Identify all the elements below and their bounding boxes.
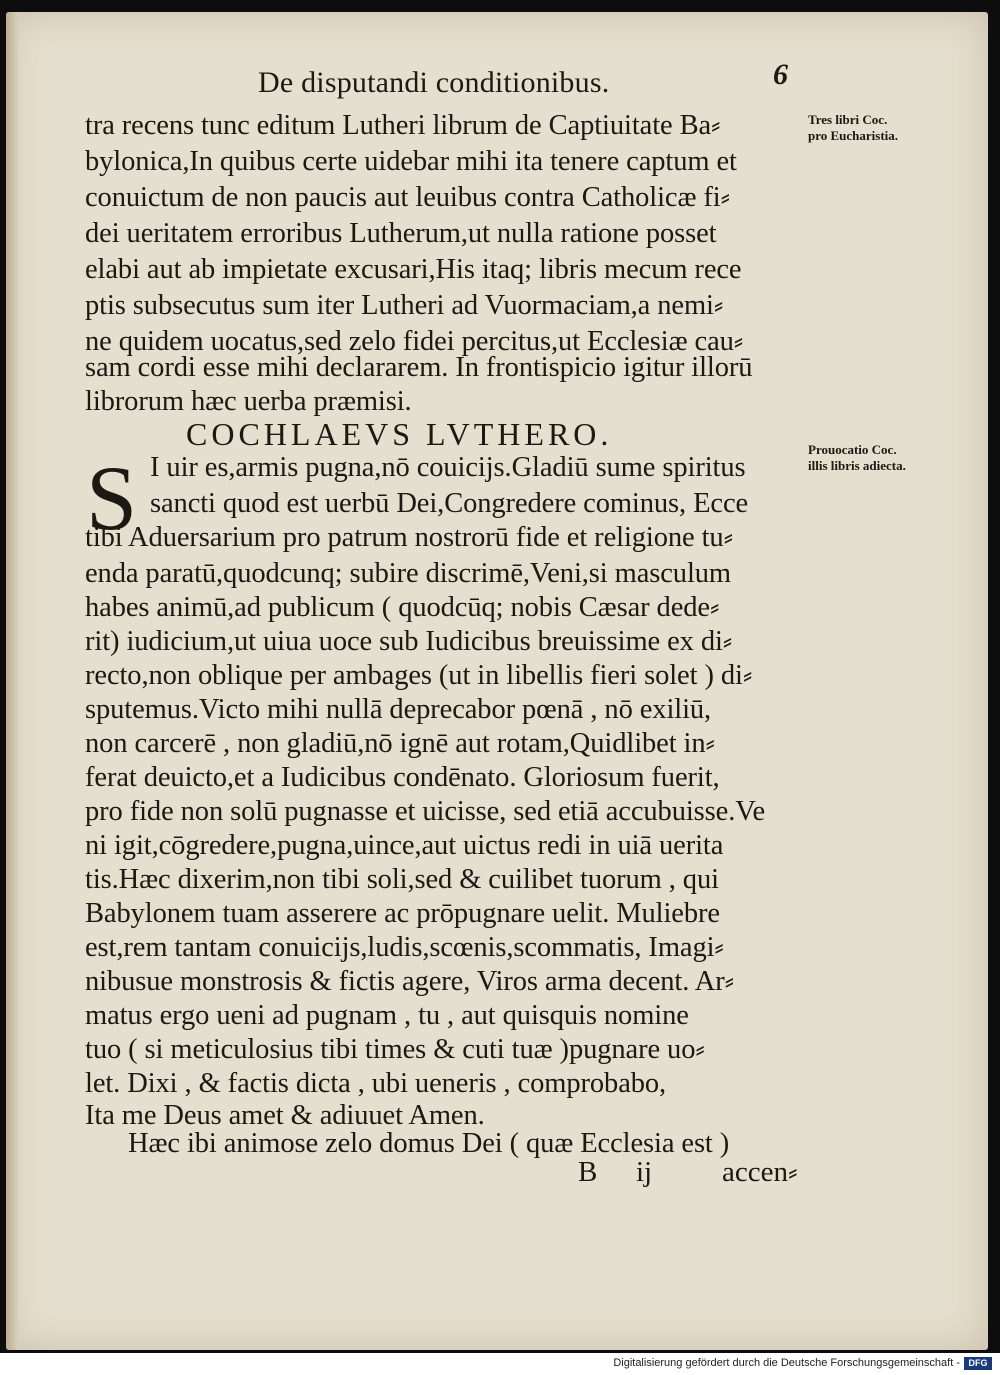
text-line: Ita me Deus amet & adiuuet Amen.: [85, 1100, 485, 1131]
drop-capital: S: [86, 447, 138, 549]
text-line: bylonica,In quibus certe uidebar mihi ita tenere captum et: [85, 146, 737, 177]
text-line: ni igit,cōgredere,pugna,uince,aut uictus redi in uiā uerita: [85, 830, 724, 861]
text-line: tis.Hæc dixerim,non tibi soli,sed & cuilibet tuorum , qui: [85, 864, 719, 895]
signature-number: ij: [636, 1156, 653, 1188]
text-line: let. Dixi , & factis dicta , ubi ueneris , comprobabo,: [85, 1068, 667, 1099]
text-line: librorum hæc uerba præmisi.: [85, 386, 412, 417]
text-line: ferat deuicto,et a Iudicibus condēnato. Gloriosum fuerit,: [85, 762, 720, 793]
folio-number: 6: [773, 58, 788, 91]
signature-mark: B: [578, 1156, 598, 1188]
footer-credit: Digitalisierung gefördert durch die Deutsche Forschungsgemeinschaft -: [613, 1357, 960, 1369]
margin-note-line: Tres libri Coc.: [808, 112, 888, 127]
text-line: nibusue monstrosis & fictis agere, Viros arma decent. Ar⸗: [85, 966, 734, 997]
text-line: pro fide non solū pugnasse et uicisse, sed etiā accubuisse.Ve: [85, 796, 766, 827]
text-line: tuo ( si meticulosius tibi times & cuti tuæ )pugnare uo⸗: [85, 1034, 705, 1065]
margin-note-1: [808, 112, 958, 144]
text-line: habes animū,ad publicum ( quodcūq; nobis Cæsar dede⸗: [85, 592, 720, 623]
text-line: matus ergo ueni ad pugnam , tu , aut quisquis nomine: [85, 1000, 689, 1031]
text-line: I uir es,armis pugna,nō couicijs.Gladiū sume spiritus: [150, 452, 746, 483]
text-line: sputemus.Victo mihi nullā deprecabor pœnā , nō exiliū,: [85, 694, 712, 725]
catchword: accen⸗: [722, 1156, 798, 1188]
margin-note-line: Prouocatio Coc.: [808, 442, 897, 457]
section-heading: COCHLAEVS LVTHERO.: [186, 416, 613, 452]
margin-note-line: pro Eucharistia.: [808, 128, 899, 143]
dfg-logo: DFG: [964, 1357, 992, 1370]
text-line: Babylonem tuam asserere ac prōpugnare uelit. Muliebre: [85, 898, 720, 929]
text-line: dei ueritatem erroribus Lutherum,ut nulla ratione posset: [85, 218, 717, 249]
text-line: rit) iudicium,ut uiua uoce sub Iudicibus breuissime ex di⸗: [85, 626, 733, 657]
footer-bar: [0, 1353, 1000, 1375]
text-line: Hæc ibi animose zelo domus Dei ( quæ Ecclesia est ): [128, 1128, 730, 1159]
text-line: est,rem tantam conuicijs,ludis,scœnis,scommatis, Imagi⸗: [85, 932, 724, 963]
text-line: sam cordi esse mihi declararem. In frontispicio igitur illorū: [85, 352, 753, 383]
text-line: ne quidem uocatus,sed zelo fidei percitus,ut Ecclesiæ cau⸗: [85, 326, 744, 357]
text-line: tibi Aduersarium pro patrum nostrorū fide et religione tu⸗: [85, 522, 733, 553]
page-gutter: [6, 12, 18, 1350]
text-line: tra recens tunc editum Lutheri librum de Captiuitate Ba⸗: [85, 110, 721, 141]
margin-note-2: [808, 442, 958, 474]
text-line: enda paratū,quodcunq; subire discrimē,Veni,si masculum: [85, 558, 731, 589]
running-header: De disputandi conditionibus.: [258, 66, 610, 99]
text-line: conuictum de non paucis aut leuibus contra Catholicæ fi⸗: [85, 182, 730, 213]
text-line: non carcerē , non gladiū,nō ignē aut rotam,Quidlibet in⸗: [85, 728, 715, 759]
text-line: elabi aut ab impietate excusari,His itaq; libris mecum rece: [85, 254, 742, 285]
text-line: ptis subsecutus sum iter Lutheri ad Vuormaciam,a nemi⸗: [85, 290, 724, 321]
margin-note-line: illis libris adiecta.: [808, 458, 906, 473]
text-line: recto,non oblique per ambages (ut in libellis fieri solet ) di⸗: [85, 660, 753, 691]
text-line: sancti quod est uerbū Dei,Congredere cominus, Ecce: [150, 488, 749, 519]
